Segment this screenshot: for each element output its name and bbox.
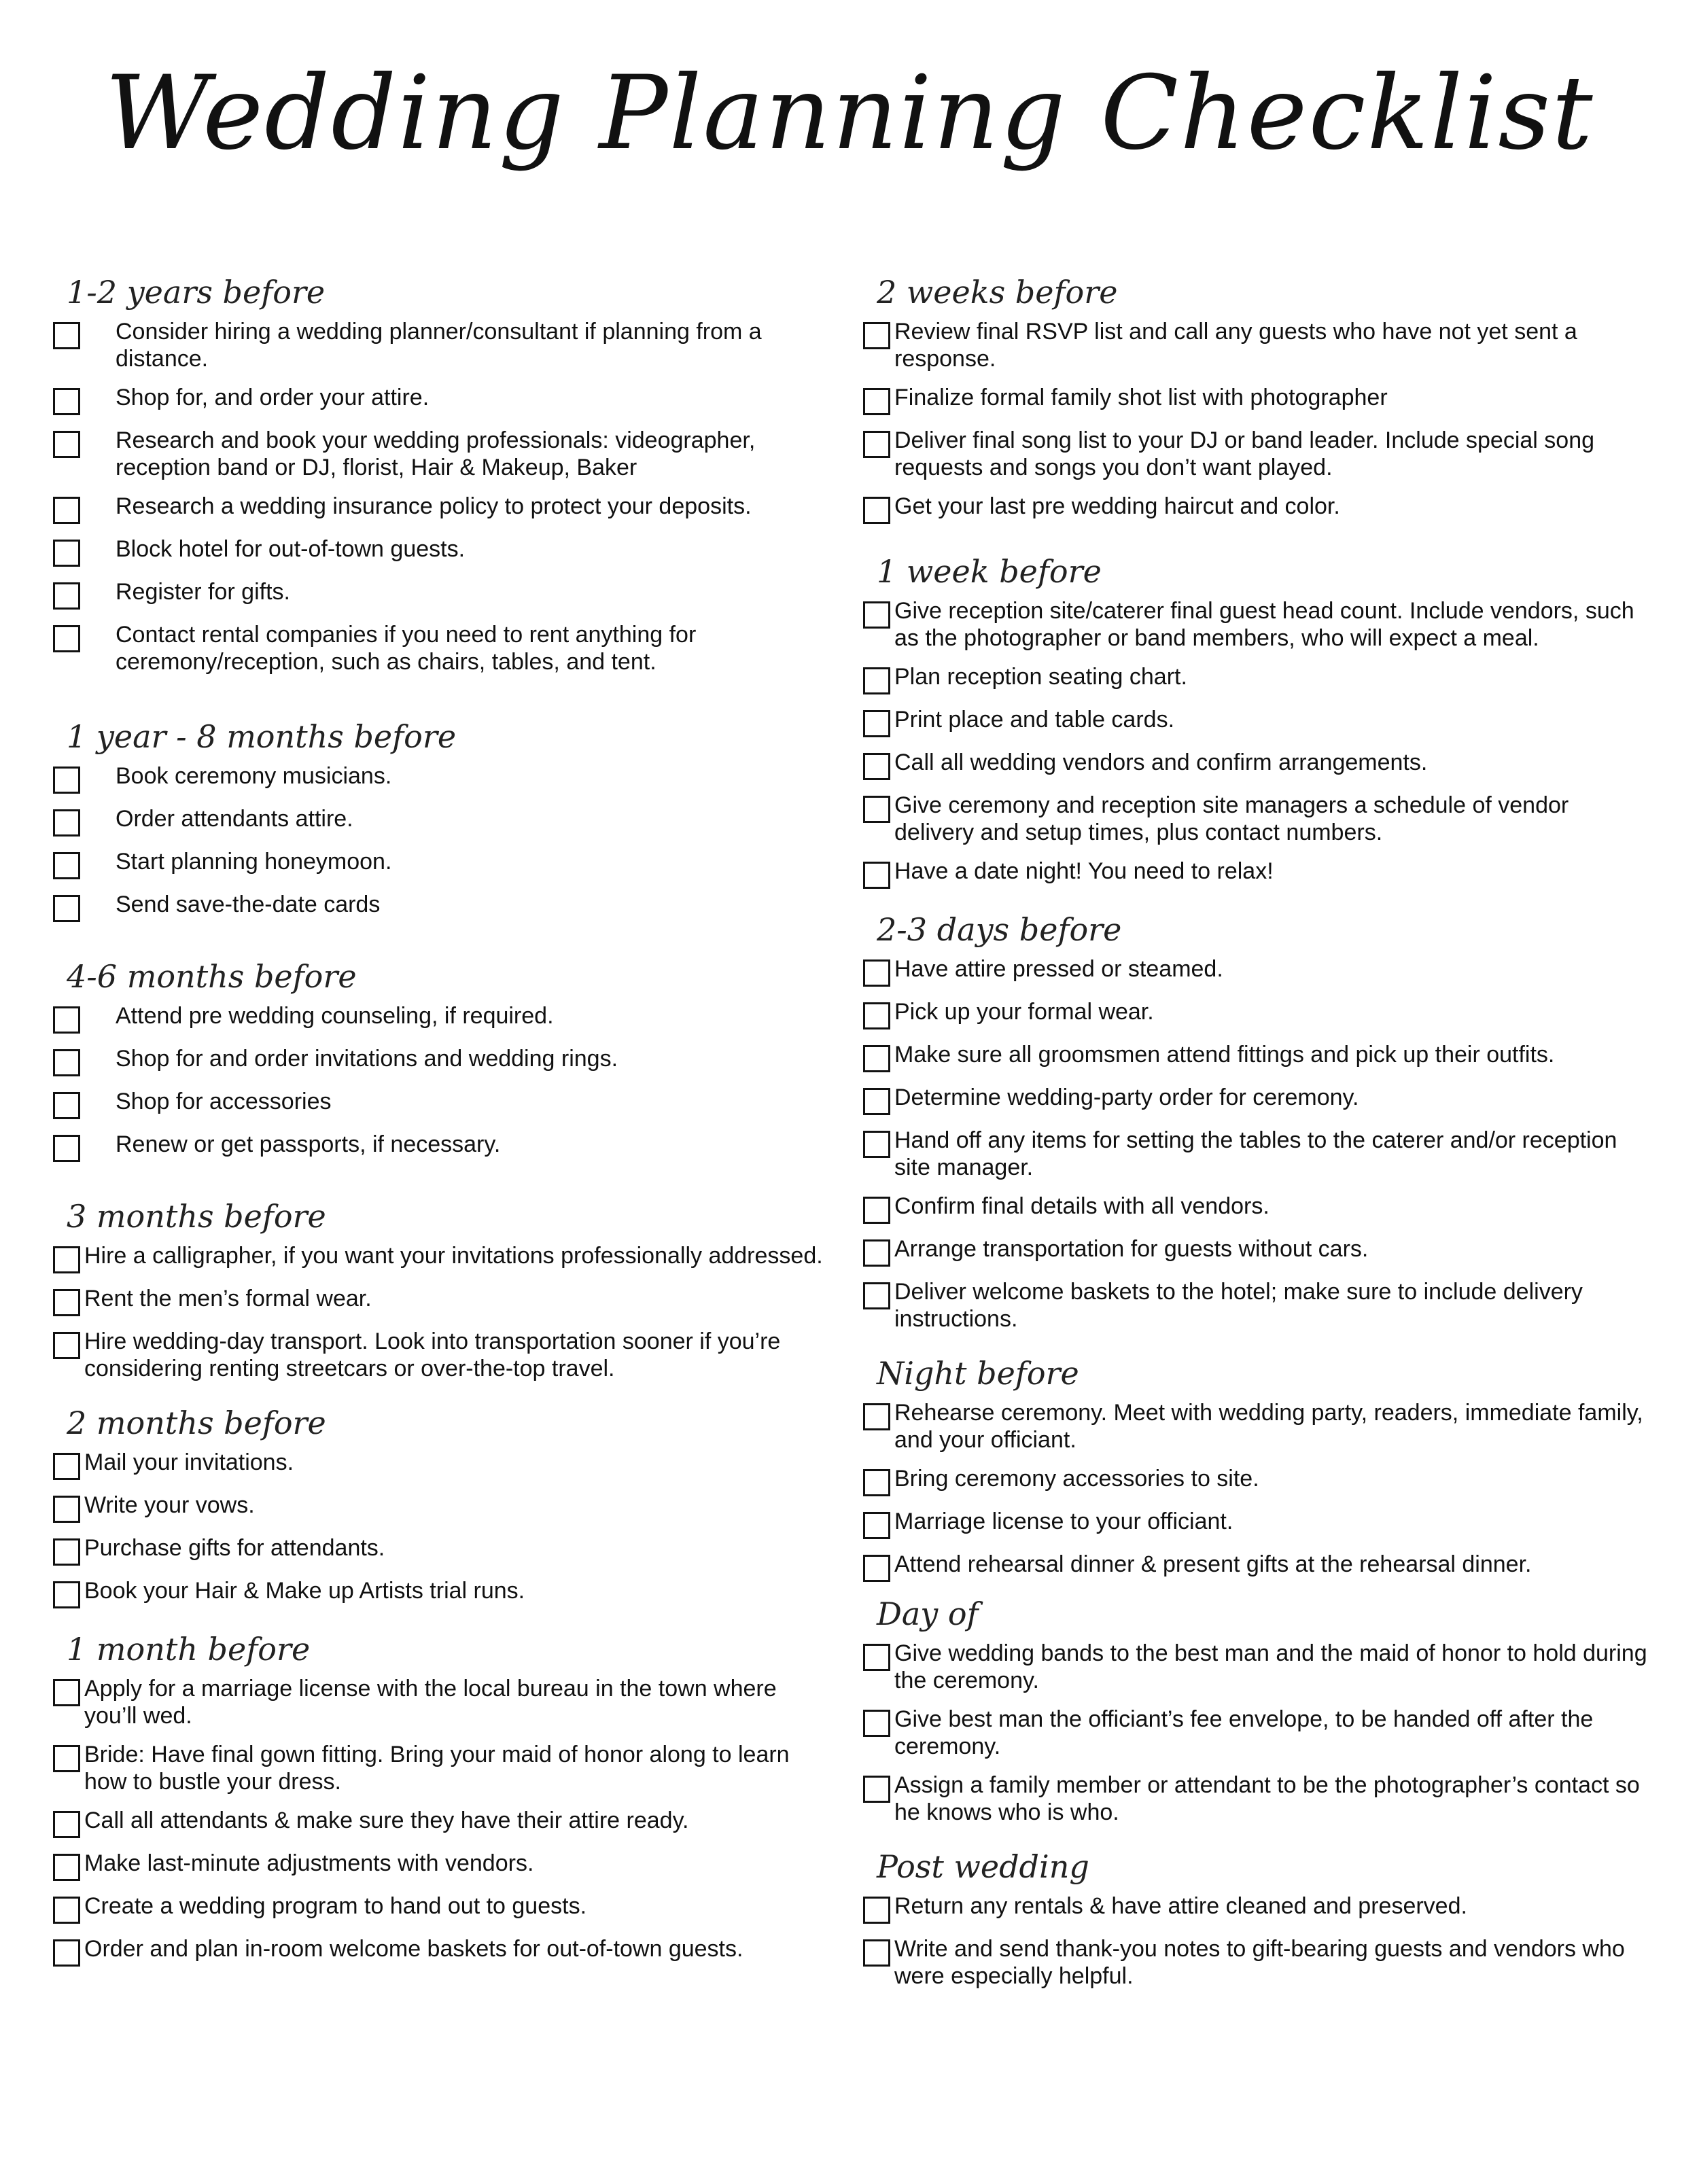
checkbox[interactable] bbox=[53, 852, 80, 879]
checkbox[interactable] bbox=[53, 1453, 80, 1480]
checkbox[interactable] bbox=[53, 540, 80, 567]
checkbox[interactable] bbox=[863, 1710, 890, 1737]
checklist-item: Book your Hair & Make up Artists trial runs. bbox=[53, 1577, 835, 1608]
checkbox[interactable] bbox=[863, 1555, 890, 1582]
left-column bbox=[53, 272, 835, 1978]
checkbox[interactable] bbox=[863, 1512, 890, 1539]
checklist-item: Contact rental companies if you need to rent anything for ceremony/reception, such as chairs, tables, and tent. bbox=[53, 621, 835, 675]
checkbox[interactable] bbox=[53, 388, 80, 415]
checklist-item: Attend pre wedding counseling, if required. bbox=[53, 1002, 835, 1034]
checklist-item: Determine wedding-party order for ceremony. bbox=[863, 1084, 1651, 1115]
checkbox[interactable] bbox=[53, 1538, 80, 1566]
section-night-before bbox=[863, 1353, 1651, 1582]
checklist-item: Write and send thank-you notes to gift-bearing guests and vendors who were especially helpful. bbox=[863, 1935, 1651, 1990]
section-heading: Day of bbox=[877, 1596, 979, 1632]
checklist-item: Confirm final details with all vendors. bbox=[863, 1193, 1651, 1224]
checkbox[interactable] bbox=[863, 796, 890, 823]
section-heading: Night before bbox=[877, 1355, 1079, 1392]
section-2-3-days bbox=[863, 909, 1651, 1333]
checklist-item: Make sure all groomsmen attend fittings and pick up their outfits. bbox=[863, 1041, 1651, 1072]
checklist-item: Finalize formal family shot list with photographer bbox=[863, 384, 1651, 415]
checkbox[interactable] bbox=[863, 862, 890, 889]
checklist-item: Return any rentals & have attire cleaned and preserved. bbox=[863, 1892, 1651, 1924]
checkbox[interactable] bbox=[863, 1088, 890, 1115]
checkbox[interactable] bbox=[53, 767, 80, 794]
checkbox[interactable] bbox=[53, 1049, 80, 1076]
checkbox[interactable] bbox=[863, 1197, 890, 1224]
section-1-year-8-months bbox=[53, 716, 835, 922]
section-day-of bbox=[863, 1593, 1651, 1826]
section-2-weeks bbox=[863, 272, 1651, 524]
checklist-item: Deliver welcome baskets to the hotel; make sure to include delivery instructions. bbox=[863, 1278, 1651, 1333]
checklist-item: Call all attendants & make sure they have their attire ready. bbox=[53, 1807, 835, 1838]
checkbox[interactable] bbox=[53, 1939, 80, 1967]
page-title: Wedding Planning Checklist bbox=[105, 54, 1594, 173]
checklist-item: Give best man the officiant’s fee envelope, to be handed off after the ceremony. bbox=[863, 1706, 1651, 1760]
checkbox[interactable] bbox=[53, 1581, 80, 1608]
checklist-item: Marriage license to your officiant. bbox=[863, 1508, 1651, 1539]
section-post-wedding bbox=[863, 1846, 1651, 1990]
section-1-2-years bbox=[53, 272, 835, 675]
checklist-item: Hire wedding-day transport. Look into transportation sooner if you’re considering renting streetcars or over-the-top travel. bbox=[53, 1328, 835, 1382]
checkbox[interactable] bbox=[863, 388, 890, 415]
section-heading: 2-3 days before bbox=[877, 911, 1122, 948]
checklist-item: Order and plan in-room welcome baskets for out-of-town guests. bbox=[53, 1935, 835, 1967]
checklist-item: Pick up your formal wear. bbox=[863, 998, 1651, 1029]
checkbox[interactable] bbox=[863, 1045, 890, 1072]
checklist-item: Give wedding bands to the best man and the maid of honor to hold during the ceremony. bbox=[863, 1640, 1651, 1694]
checklist-item: Shop for, and order your attire. bbox=[53, 384, 835, 415]
section-heading: 1 week before bbox=[877, 553, 1102, 590]
checklist-item: Rehearse ceremony. Meet with wedding party, readers, immediate family, and your officiant. bbox=[863, 1399, 1651, 1454]
checklist-item: Give ceremony and reception site managers a schedule of vendor delivery and setup times, plus contact numbers. bbox=[863, 792, 1651, 846]
checklist-item: Apply for a marriage license with the local bureau in the town where you’ll wed. bbox=[53, 1675, 835, 1729]
checkbox[interactable] bbox=[53, 1897, 80, 1924]
checkbox[interactable] bbox=[863, 1469, 890, 1496]
checklist-item: Create a wedding program to hand out to guests. bbox=[53, 1892, 835, 1924]
checklist-item: Start planning honeymoon. bbox=[53, 848, 835, 879]
checklist-item: Give reception site/caterer final guest head count. Include vendors, such as the photographer or band members, who will expect a meal. bbox=[863, 597, 1651, 652]
checkbox[interactable] bbox=[53, 1246, 80, 1273]
checklist-item: Print place and table cards. bbox=[863, 706, 1651, 737]
checklist-item: Write your vows. bbox=[53, 1492, 835, 1523]
section-heading: 1 year - 8 months before bbox=[67, 718, 457, 755]
checklist-item: Rent the men’s formal wear. bbox=[53, 1285, 835, 1316]
section-1-month bbox=[53, 1629, 835, 1967]
checklist-item: Register for gifts. bbox=[53, 578, 835, 610]
checkbox[interactable] bbox=[53, 1854, 80, 1881]
checklist-item: Make last-minute adjustments with vendors. bbox=[53, 1850, 835, 1881]
checkbox[interactable] bbox=[863, 431, 890, 458]
checkbox[interactable] bbox=[53, 582, 80, 610]
checkbox[interactable] bbox=[863, 1897, 890, 1924]
checkbox[interactable] bbox=[53, 322, 80, 349]
checkbox[interactable] bbox=[863, 322, 890, 349]
right-column bbox=[863, 272, 1651, 2001]
checkbox[interactable] bbox=[863, 601, 890, 629]
checkbox[interactable] bbox=[863, 667, 890, 694]
section-1-week bbox=[863, 551, 1651, 889]
checklist-item: Have attire pressed or steamed. bbox=[863, 955, 1651, 987]
checklist-item: Mail your invitations. bbox=[53, 1449, 835, 1480]
checklist-item: Assign a family member or attendant to be the photographer’s contact so he knows who is who. bbox=[863, 1772, 1651, 1826]
checklist-item: Get your last pre wedding haircut and color. bbox=[863, 493, 1651, 524]
checklist-item: Hire a calligrapher, if you want your invitations professionally addressed. bbox=[53, 1242, 835, 1273]
checkbox[interactable] bbox=[53, 1135, 80, 1162]
checklist-item: Research a wedding insurance policy to protect your deposits. bbox=[53, 493, 835, 524]
section-heading: 3 months before bbox=[67, 1198, 326, 1235]
checkbox[interactable] bbox=[53, 1679, 80, 1706]
checklist-item: Research and book your wedding professionals: videographer, reception band or DJ, florist, Hair & Makeup, Baker bbox=[53, 427, 835, 481]
checkbox[interactable] bbox=[53, 431, 80, 458]
checklist-item: Arrange transportation for guests without cars. bbox=[863, 1235, 1651, 1267]
checkbox[interactable] bbox=[863, 1239, 890, 1267]
checkbox[interactable] bbox=[53, 809, 80, 836]
checklist-item: Renew or get passports, if necessary. bbox=[53, 1131, 835, 1162]
checklist-item: Attend rehearsal dinner & present gifts at the rehearsal dinner. bbox=[863, 1551, 1651, 1582]
checkbox[interactable] bbox=[863, 1131, 890, 1158]
checkbox[interactable] bbox=[53, 1092, 80, 1119]
checkbox[interactable] bbox=[53, 1811, 80, 1838]
checklist-item: Consider hiring a wedding planner/consultant if planning from a distance. bbox=[53, 318, 835, 372]
section-4-6-months bbox=[53, 956, 835, 1162]
checkbox[interactable] bbox=[863, 710, 890, 737]
checkbox[interactable] bbox=[53, 625, 80, 652]
section-3-months bbox=[53, 1196, 835, 1382]
checkbox[interactable] bbox=[53, 1745, 80, 1772]
checklist-item: Shop for and order invitations and wedding rings. bbox=[53, 1045, 835, 1076]
checklist-item: Purchase gifts for attendants. bbox=[53, 1534, 835, 1566]
checklist-item: Order attendants attire. bbox=[53, 805, 835, 836]
checkbox[interactable] bbox=[53, 895, 80, 922]
checkbox[interactable] bbox=[53, 1289, 80, 1316]
section-heading: 1 month before bbox=[67, 1631, 311, 1668]
checklist-item: Block hotel for out-of-town guests. bbox=[53, 535, 835, 567]
checkbox[interactable] bbox=[53, 497, 80, 524]
checklist-item: Shop for accessories bbox=[53, 1088, 835, 1119]
checklist-item: Review final RSVP list and call any guests who have not yet sent a response. bbox=[863, 318, 1651, 372]
section-heading: 4-6 months before bbox=[67, 958, 357, 995]
checkbox[interactable] bbox=[53, 1006, 80, 1034]
section-heading: 1-2 years before bbox=[67, 274, 326, 311]
checkbox[interactable] bbox=[53, 1332, 80, 1359]
checklist-item: Have a date night! You need to relax! bbox=[863, 858, 1651, 889]
checkbox[interactable] bbox=[863, 1282, 890, 1309]
section-heading: 2 months before bbox=[67, 1405, 326, 1441]
checklist-item: Send save-the-date cards bbox=[53, 891, 835, 922]
checklist-item: Bring ceremony accessories to site. bbox=[863, 1465, 1651, 1496]
checkbox[interactable] bbox=[863, 1776, 890, 1803]
checkbox[interactable] bbox=[53, 1496, 80, 1523]
checkbox[interactable] bbox=[863, 1002, 890, 1029]
checklist-item: Hand off any items for setting the tables to the caterer and/or reception site manager. bbox=[863, 1127, 1651, 1181]
checklist-item: Plan reception seating chart. bbox=[863, 663, 1651, 694]
section-heading: 2 weeks before bbox=[877, 274, 1118, 311]
checklist-item: Call all wedding vendors and confirm arrangements. bbox=[863, 749, 1651, 780]
section-2-months bbox=[53, 1403, 835, 1608]
checkbox[interactable] bbox=[863, 1939, 890, 1967]
checklist-item: Deliver final song list to your DJ or band leader. Include special song requests and songs you don’t want played. bbox=[863, 427, 1651, 481]
checkbox[interactable] bbox=[863, 1403, 890, 1430]
checkbox[interactable] bbox=[863, 1644, 890, 1671]
checkbox[interactable] bbox=[863, 753, 890, 780]
checklist-item: Book ceremony musicians. bbox=[53, 762, 835, 794]
checkbox[interactable] bbox=[863, 497, 890, 524]
checkbox[interactable] bbox=[863, 959, 890, 987]
section-heading: Post wedding bbox=[877, 1848, 1089, 1885]
checklist-item: Bride: Have final gown fitting. Bring your maid of honor along to learn how to bustle your dress. bbox=[53, 1741, 835, 1795]
